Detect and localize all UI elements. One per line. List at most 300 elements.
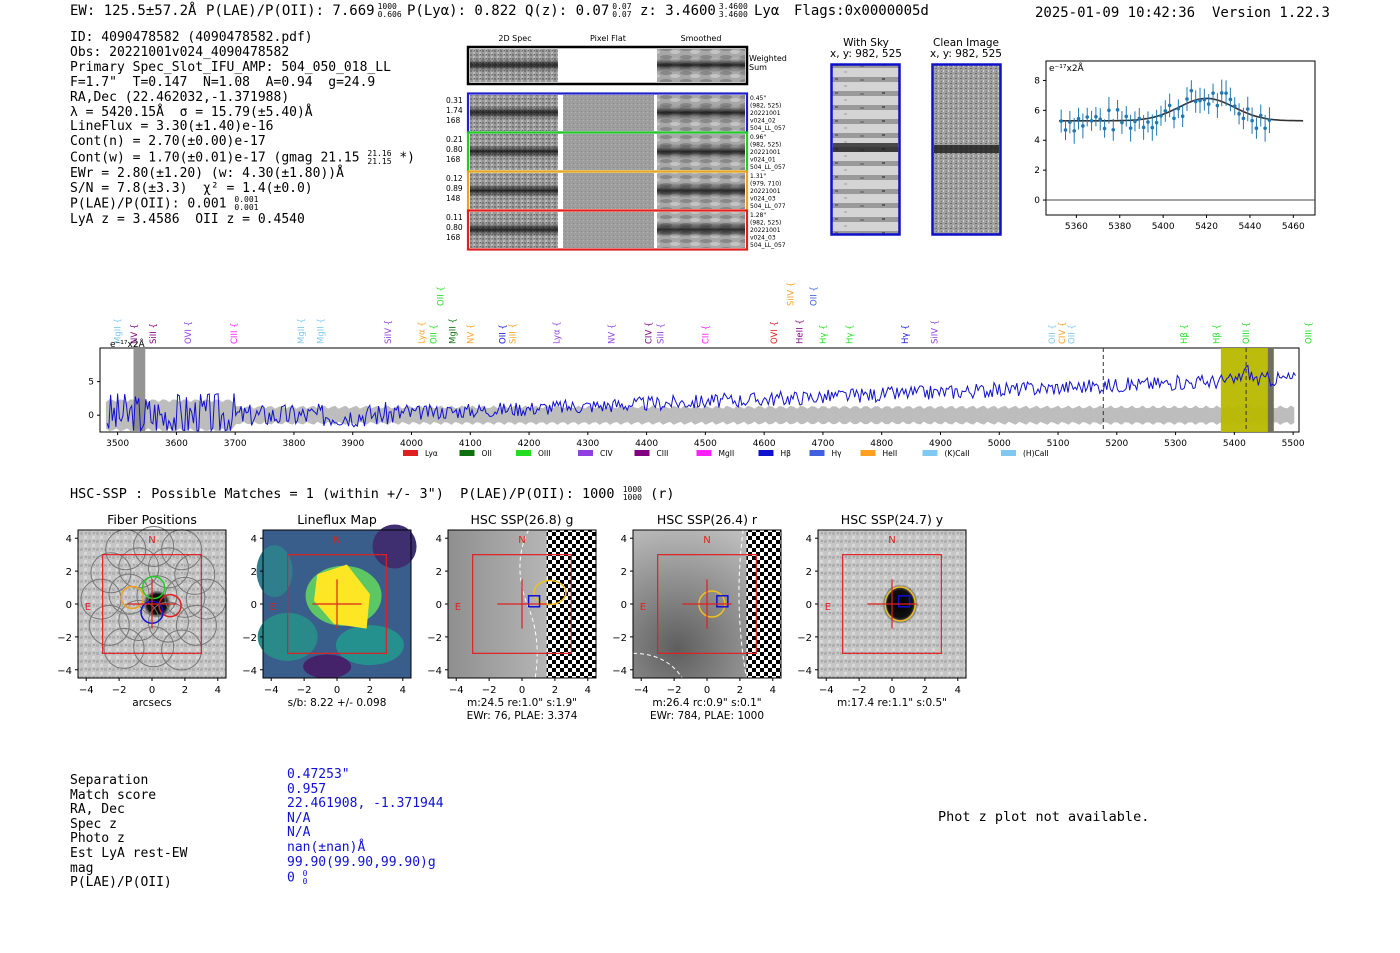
cutout-right-meta: v024_01: [750, 156, 776, 164]
value-plae-lo: 0: [302, 877, 308, 887]
line-marker-label: MgII {: [297, 318, 308, 344]
cutout-left-stat: 0.21: [446, 135, 463, 144]
info-contw-end: *): [399, 150, 415, 166]
cutout-right-meta: (982, 525): [750, 219, 782, 227]
spectrum-xtick-label: 4500: [693, 439, 717, 449]
zoom-ytick-label: 8: [1034, 76, 1040, 87]
header-z-hi: 3.4600: [718, 2, 748, 11]
photz-note: Phot z plot not available.: [938, 809, 1150, 825]
panel-xtick-label: −4: [818, 685, 834, 696]
cutout-right-meta: 504_LL_057: [750, 242, 786, 249]
legend-label: (K)CaII: [944, 449, 970, 458]
panel-xlabel: m:17.4 re:1.1" s:0.5": [837, 697, 947, 709]
hsc-r-masked: [746, 530, 781, 678]
imaging-panels: [40, 508, 970, 723]
detection-info: [70, 31, 415, 228]
col-header-pixel-flat: Pixel Flat: [590, 34, 626, 43]
zoom-point: [1064, 128, 1068, 132]
spectrum-xtick-label: 4200: [517, 439, 541, 449]
line-marker-label: MgII {: [113, 318, 124, 344]
cutout-left-stat: 0.89: [446, 184, 463, 193]
zoom-point: [1072, 129, 1076, 133]
legend-swatch: [861, 450, 876, 456]
cutout-2d-trace: [470, 145, 558, 158]
label-photo-z: Photo z: [70, 831, 125, 847]
line-marker-label: Hβ {: [1179, 324, 1190, 344]
zoom-point: [1120, 121, 1124, 125]
value-plae: [287, 870, 444, 886]
panel-ytick-label: 4: [250, 534, 257, 546]
match-details-labels: [70, 774, 187, 891]
header-datetime: 2025-01-09 10:42:36: [1034, 5, 1196, 21]
spectrum-xtick-label: 4600: [752, 439, 776, 449]
line-marker-label: MgII {: [448, 318, 459, 344]
panel-ytick-label: 0: [65, 600, 72, 611]
line-marker-label: NV {: [130, 323, 141, 344]
value-plae-main: 0: [287, 870, 295, 886]
cutout-2d-trace: [470, 223, 558, 236]
panel-xlabel: m:24.5 re:1.0" s:1.9": [467, 697, 577, 709]
value-plae-hi: 0: [302, 869, 308, 879]
panel-xtick-label: −4: [633, 685, 649, 696]
panel-ytick-label: −2: [612, 632, 627, 644]
zoom-point: [1111, 128, 1115, 132]
panel-xtick-label: 2: [366, 685, 374, 696]
zoom-point: [1255, 126, 1259, 130]
cutout-pixel-flat: [563, 212, 654, 248]
line-marker-label: CIV {: [1058, 321, 1069, 344]
col-header-smoothed: Smoothed: [680, 34, 722, 43]
panel-title: HSC SSP(26.8) g: [470, 512, 574, 527]
legend-label: Hβ: [780, 449, 791, 458]
spectrum-xtick-label: 4000: [400, 439, 423, 449]
zoom-ytick-label: 6: [1034, 106, 1040, 117]
label-mag: mag: [70, 860, 94, 876]
cutout-right-meta: (982, 525): [750, 141, 782, 149]
info-obs: Obs: 20221001v024_4090478582: [70, 44, 290, 60]
cutout-smoothed-trace: [657, 105, 745, 120]
zoom-point: [1194, 100, 1198, 104]
cutout-left-stat: 168: [446, 116, 461, 125]
cutout-rows: [446, 94, 786, 250]
cutout-right-meta: 1.31": [750, 173, 767, 180]
value-spec-z: N/A: [287, 810, 311, 826]
legend-swatch: [697, 450, 712, 456]
masked-region-right: [1268, 348, 1274, 432]
line-marker-label-upper: OII {: [436, 286, 447, 306]
line-marker-label: HeII {: [795, 319, 806, 344]
info-contw-lo: 21.15: [367, 157, 392, 167]
clean-image-trace: [934, 145, 999, 153]
with-sky-trace: [833, 143, 898, 152]
emission-line-markers: [114, 282, 1315, 344]
cutout-2d-trace: [470, 106, 558, 119]
spectrum-xtick-label: 5400: [1222, 439, 1246, 449]
line-marker-label: Lyα {: [552, 321, 563, 344]
zoom-point: [1081, 124, 1085, 128]
value-est-lya-ew: nan(±nan)Å: [287, 839, 366, 855]
cutout-left-stat: 168: [446, 155, 461, 164]
panel-title: HSC SSP(26.4) r: [656, 512, 758, 527]
zoom-point: [1263, 126, 1267, 130]
north-label: N: [333, 535, 341, 547]
panel-xtick-label: 4: [954, 685, 961, 696]
line-fit-region: [1221, 348, 1274, 432]
clean-image-title: [928, 38, 1004, 60]
zoom-point: [1220, 91, 1224, 95]
label-spec-z: Spec z: [70, 816, 117, 832]
info-fit: F=1.7" T=0.147 N=1.08 A=0.94 g=24.9: [70, 74, 376, 90]
zoom-point: [1137, 117, 1141, 121]
line-marker-label: OIII {: [1242, 321, 1253, 344]
header-z: [640, 3, 748, 19]
info-id: ID: 4090478582 (4090478582.pdf): [70, 30, 313, 45]
header-plae-lo: 0.606: [377, 10, 402, 19]
panel-xtick-label: 0: [148, 685, 156, 696]
cutout-right-meta: v024_03: [750, 195, 776, 203]
line-marker-label: SiIV {: [930, 319, 941, 344]
legend-swatch: [923, 450, 938, 456]
zoom-point: [1181, 114, 1185, 118]
cutout-pixel-flat: [563, 95, 654, 131]
cutout-left-stat: 1.74: [446, 106, 463, 115]
panel-ytick-label: −4: [57, 665, 72, 677]
legend-swatch: [403, 450, 418, 456]
legend-swatch: [460, 450, 475, 456]
panel-xtick-label: 2: [551, 685, 559, 696]
east-label: E: [824, 601, 832, 613]
header-timestamp: [1035, 5, 1330, 21]
cutout-smoothed-trace: [657, 222, 745, 237]
header-qz-value: Q(z): 0.07: [525, 3, 610, 19]
header-plae-hi: 1000: [377, 2, 397, 11]
match-hi: 1000: [622, 485, 642, 494]
spectrum-xtick-label: 4400: [635, 439, 659, 449]
line-marker-label: OII {: [1067, 324, 1078, 344]
zoom-plot-frame: [1046, 61, 1315, 215]
east-label: E: [269, 601, 277, 613]
panel-xtick-label: −4: [263, 685, 279, 696]
panel-ytick-label: 2: [250, 567, 257, 579]
value-photo-z: N/A: [287, 825, 311, 841]
panel-ytick-label: 0: [435, 600, 442, 611]
zoom-point: [1233, 104, 1237, 108]
hsc-match-line: [70, 486, 675, 502]
zoom-point: [1129, 126, 1133, 130]
legend-label: CIV: [600, 449, 613, 458]
panel-xtick-label: −4: [78, 685, 94, 696]
spectrum-ytick-label: 5: [88, 377, 94, 388]
spectrum-xtick-label: 4800: [870, 439, 894, 449]
panel-ytick-label: −2: [797, 632, 812, 644]
zoom-point: [1268, 118, 1272, 122]
panel-ytick-label: −4: [612, 665, 627, 677]
panel-ytick-label: 0: [620, 600, 627, 611]
zoom-point: [1172, 117, 1176, 121]
zoom-point: [1164, 109, 1168, 113]
spectrum-xtick-label: 3900: [341, 439, 365, 449]
zoom-ytick-label: 0: [1034, 196, 1040, 207]
header-flags: Flags:0x0000005d: [794, 3, 929, 19]
panel-xtick-label: 4: [399, 685, 406, 696]
line-marker-label: Lyα {: [417, 321, 428, 344]
zoom-point: [1216, 104, 1220, 108]
cutout-left-stat: 0.80: [446, 223, 463, 232]
panel-xtick-label: 2: [181, 685, 189, 696]
label-separation: Separation: [70, 773, 149, 788]
legend-label: CIII: [656, 449, 669, 458]
info-contw-value: Cont(w) = 1.70(±0.01)e-17 (gmag 21.15: [70, 150, 360, 166]
legend-swatch: [810, 450, 825, 456]
line-marker-label: OII {: [498, 324, 509, 344]
line-marker-label-upper: SiIV {: [786, 281, 797, 306]
cutout-right-meta: 0.96": [750, 134, 767, 141]
zoom-point: [1098, 118, 1102, 122]
match-lo: 1000: [622, 493, 642, 502]
panel-ytick-label: 0: [250, 600, 257, 611]
label-match-score: Match score: [70, 787, 157, 803]
line-marker-label: SiII {: [656, 323, 667, 344]
panel-xlabel-2: EWr: 76, PLAE: 3.374: [466, 710, 578, 722]
panel-xtick-label: −2: [111, 685, 127, 696]
spectrum-xtick-label: 5500: [1281, 439, 1305, 449]
zoom-point: [1224, 91, 1228, 95]
zoom-point: [1124, 115, 1128, 119]
legend-label: (H)CaII: [1023, 449, 1049, 458]
panel-xtick-label: −2: [296, 685, 312, 696]
cutout-left-stat: 148: [446, 194, 461, 203]
cutout-right-meta: v024_02: [750, 117, 776, 125]
panel-xtick-label: −2: [481, 685, 497, 696]
line-marker-label-upper: OII {: [809, 286, 820, 306]
match-band: (r): [650, 486, 675, 502]
zoom-unit-label: e⁻¹⁷x2Å: [1049, 64, 1084, 74]
info-plae-lo: 0.001: [234, 203, 259, 213]
value-match-score: 0.957: [287, 781, 327, 797]
zoom-point: [1155, 121, 1159, 125]
panel-xlabel: s/b: 8.22 +/- 0.098: [287, 697, 387, 709]
info-lambda: λ = 5420.15Å σ = 15.79(±5.40)Å: [70, 104, 313, 120]
panel-ytick-label: 4: [435, 534, 442, 546]
header-plae-value: P(LAE)/P(OII): 7.669: [206, 3, 375, 19]
panel-ytick-label: 2: [65, 567, 72, 579]
weighted-label-2: Sum: [749, 63, 767, 72]
line-marker-label: OIII {: [1304, 321, 1315, 344]
zoom-point: [1259, 114, 1263, 118]
line-marker-label: SiII {: [508, 323, 519, 344]
line-marker-label: OVI {: [184, 321, 195, 344]
legend-swatch: [578, 450, 593, 456]
panel-ytick-label: 2: [620, 567, 627, 579]
panel-ytick-label: −2: [57, 632, 72, 644]
zoom-xtick-label: 5360: [1064, 222, 1088, 232]
zoom-point: [1090, 119, 1094, 123]
zoom-point: [1133, 120, 1137, 124]
value-mag: 99.90(99.90,99.90)g: [287, 854, 436, 870]
panel-ytick-label: −4: [797, 665, 812, 677]
panel-xtick-label: −4: [448, 685, 464, 696]
panel-ytick-label: 2: [805, 567, 812, 579]
line-marker-label: Hγ {: [818, 324, 829, 344]
line-marker-label: CII {: [701, 324, 712, 344]
panel-xtick-label: 0: [888, 685, 896, 696]
zoom-point: [1177, 107, 1181, 111]
line-marker-label: NV {: [607, 323, 618, 344]
panel-group: [57, 512, 966, 722]
line-marker-label: Hβ {: [1212, 324, 1223, 344]
panel-ytick-label: 4: [620, 534, 627, 546]
line-marker-label: Hγ {: [845, 324, 856, 344]
spectrum-xtick-label: 3600: [164, 439, 188, 449]
line-marker-label: OVI {: [770, 321, 781, 344]
zoom-point: [1229, 98, 1233, 102]
with-sky-xy: x, y: 982, 525: [830, 48, 902, 60]
zoom-point: [1103, 127, 1107, 131]
spectrum-legend: [403, 449, 1049, 458]
info-contw: [70, 150, 415, 166]
north-label: N: [703, 535, 711, 547]
zoom-point: [1211, 91, 1215, 95]
zoom-xtick-label: 5440: [1238, 222, 1262, 232]
header-plae: [206, 3, 402, 19]
panel-ytick-label: 4: [65, 534, 72, 546]
header-ew: EW: 125.5±57.2Å: [70, 3, 197, 19]
spectrum-unit-label: e⁻¹⁷x2Å: [110, 340, 145, 350]
legend-swatch: [759, 450, 774, 456]
header-z-lo: 3.4600: [718, 10, 748, 19]
lineflux-region: [336, 625, 404, 665]
east-label: E: [454, 601, 462, 613]
east-label: E: [639, 601, 647, 613]
label-est-lya-ew: Est LyA rest-EW: [70, 845, 188, 861]
cutout-right-meta: 20221001: [750, 227, 781, 234]
info-contw-hi: 21.16: [367, 149, 392, 159]
info-ewr: EWr = 2.80(±1.20) (w: 4.30(±1.80))Å: [70, 165, 344, 181]
line-marker-label: MgII {: [316, 318, 327, 344]
panel-ytick-label: 2: [435, 567, 442, 579]
line-marker-label: CIV {: [644, 321, 655, 344]
masked-region-left: [134, 348, 146, 432]
panel-ytick-label: −4: [242, 665, 257, 677]
info-primary: Primary Spec_Slot_IFU_AMP: 504_050_018_LL: [70, 59, 391, 75]
zoom-point: [1068, 120, 1072, 124]
weighted-label-1: Weighted: [749, 54, 787, 63]
panel-title: Lineflux Map: [297, 512, 377, 527]
zoom-point: [1246, 107, 1250, 111]
label-plae: P(LAE)/P(OII): [70, 875, 172, 891]
north-label: N: [888, 535, 896, 547]
cutout-smoothed-trace: [657, 144, 745, 159]
panel-xtick-label: 4: [769, 685, 776, 696]
weighted-sum-2d-trace: [470, 59, 558, 71]
line-marker-label: NV {: [466, 323, 477, 344]
legend-label: OIII: [538, 449, 551, 458]
clean-image-label: Clean Image: [932, 37, 1000, 49]
zoom-point: [1203, 98, 1207, 102]
zoom-point: [1094, 115, 1098, 119]
zoom-xtick-label: 5380: [1108, 222, 1132, 232]
spectrum-xtick-label: 5100: [1046, 439, 1070, 449]
info-plae: [70, 196, 415, 212]
panel-xlabel-2: EWr: 784, PLAE: 1000: [649, 710, 765, 722]
cutout-right-meta: v024_03: [750, 234, 776, 242]
cutout-right-meta: 20221001: [750, 110, 781, 117]
info-plae-hi: 0.001: [234, 195, 259, 205]
zoom-ytick-label: 2: [1034, 166, 1040, 177]
panel-xlabel: m:26.4 rc:0.9" s:0.1": [652, 697, 762, 709]
weighted-sum-smoothed-trace: [657, 58, 745, 72]
spectrum-xtick-label: 4100: [458, 439, 482, 449]
spectrum-xtick-label: 3800: [282, 439, 306, 449]
north-label: N: [148, 535, 156, 547]
header-plya: P(Lyα): 0.822: [407, 3, 517, 19]
cutout-right-meta: 20221001: [750, 149, 781, 156]
panel-ytick-label: −4: [427, 665, 442, 677]
line-marker-label: SiII {: [148, 323, 159, 344]
panel-xtick-label: 4: [584, 685, 591, 696]
legend-label: Hγ: [831, 449, 842, 458]
zoom-point: [1116, 108, 1120, 112]
panel-xtick-label: 2: [921, 685, 929, 696]
spectrum-xtick-label: 3500: [106, 439, 130, 449]
imaging-panel: [612, 512, 781, 722]
spectrum-xtick-label: 3700: [223, 439, 247, 449]
cutout-left-stat: 0.80: [446, 145, 463, 154]
cutout-smoothed-trace: [657, 183, 745, 198]
zoom-xtick-label: 5400: [1151, 222, 1175, 232]
zoom-point: [1198, 99, 1202, 103]
panel-ytick-label: −2: [242, 632, 257, 644]
zoom-point: [1142, 126, 1146, 130]
east-label: E: [84, 601, 92, 613]
zoom-xtick-label: 5460: [1281, 222, 1305, 232]
zoom-ytick-label: 4: [1034, 136, 1040, 147]
zoom-xtick-label: 5420: [1195, 222, 1218, 232]
info-lineflux: LineFlux = 3.30(±1.40)e-16: [70, 119, 274, 135]
header-z-value: z: 3.4600: [640, 3, 716, 19]
zoom-point: [1207, 102, 1211, 106]
imaging-panel: [797, 512, 966, 709]
header-qz-lo: 0.07: [612, 10, 632, 19]
spectrum-xtick-label: 5300: [1164, 439, 1188, 449]
legend-swatch: [1001, 450, 1016, 456]
line-marker-label: SiIV {: [383, 319, 394, 344]
line-marker-label: OII {: [1048, 324, 1059, 344]
panel-xtick-label: 2: [736, 685, 744, 696]
header-qz: [525, 3, 632, 19]
panel-xtick-label: 4: [214, 685, 221, 696]
cutout-right-meta: 504_LL_077: [750, 203, 786, 210]
sky-images: [830, 63, 1010, 238]
cutout-pixel-flat: [563, 134, 654, 170]
zoom-point: [1150, 126, 1154, 130]
legend-label: Lyα: [425, 449, 438, 458]
cutout-right-meta: 1.28": [750, 212, 767, 219]
spectrum-xtick-label: 4300: [576, 439, 600, 449]
zoom-point: [1059, 119, 1063, 123]
panel-title: HSC SSP(24.7) y: [840, 512, 944, 527]
spectrum-ytick-label: 0: [88, 411, 94, 422]
header-qz-hi: 0.07: [612, 2, 632, 11]
cutout-right-meta: (979, 710): [750, 180, 782, 188]
cutout-left-stat: 0.11: [446, 213, 463, 222]
legend-swatch: [635, 450, 650, 456]
header-version: Version 1.22.3: [1211, 5, 1330, 21]
panel-xlabel: arcsecs: [132, 697, 172, 709]
zoom-point: [1242, 117, 1246, 121]
panel-ytick-label: 4: [805, 534, 812, 546]
zoom-point: [1077, 117, 1081, 121]
